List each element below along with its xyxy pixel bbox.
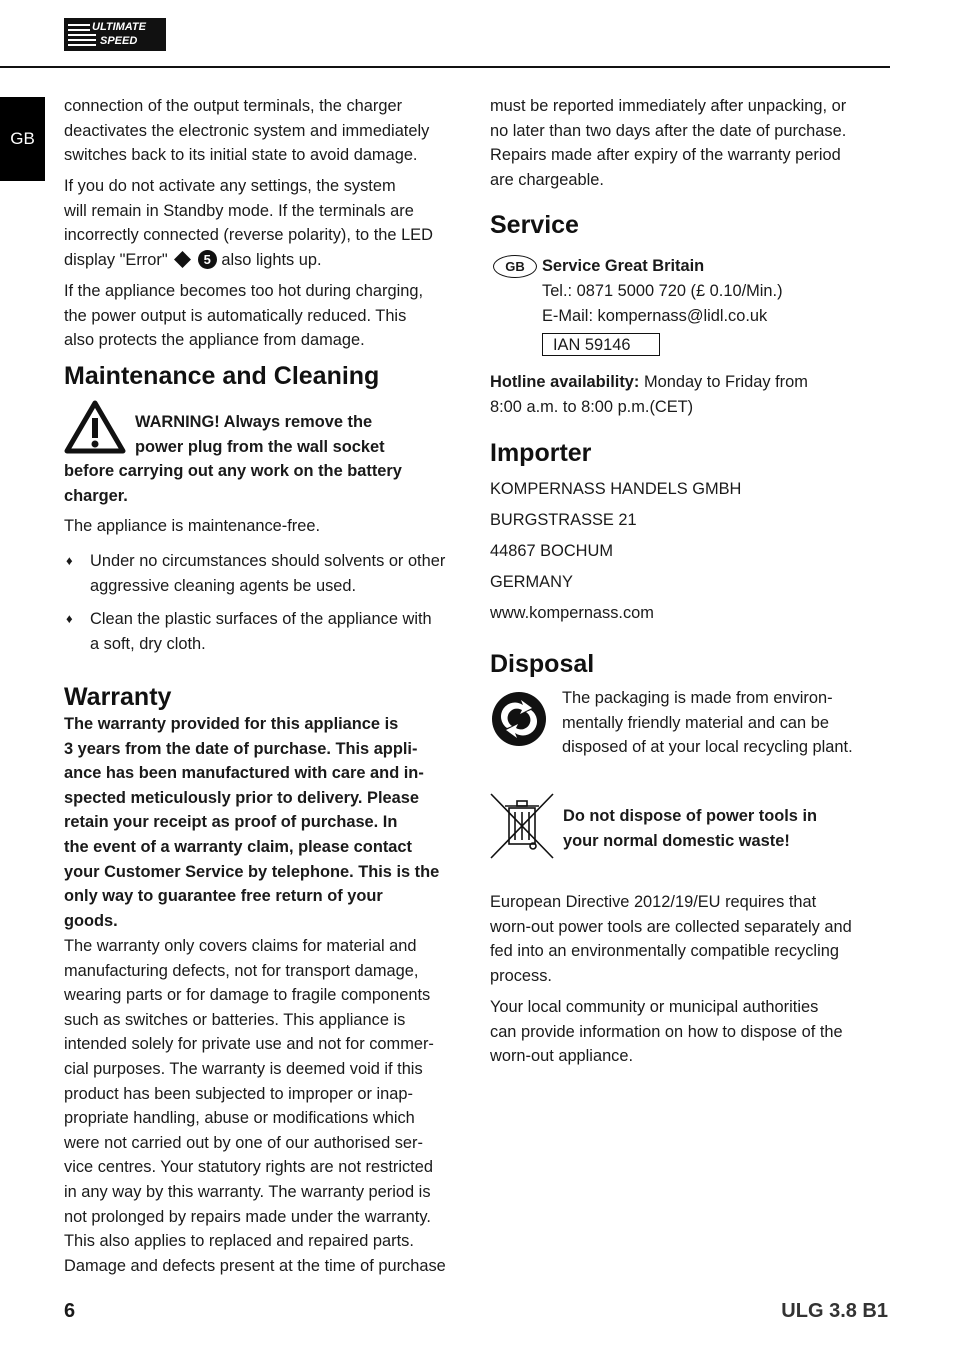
text-line: no later than two days after the date of purchase. xyxy=(490,121,847,140)
text-line: www.kompernass.com xyxy=(490,604,654,622)
paragraph xyxy=(64,174,433,272)
warning-text xyxy=(135,410,385,459)
green-dot-recycling-icon xyxy=(490,690,548,748)
text-line: were not carried out by one of our authorised ser- xyxy=(64,1133,423,1152)
bullet-item xyxy=(90,549,445,598)
warning-text xyxy=(64,459,402,508)
text-line: 44867 BOCHUM xyxy=(490,542,613,560)
text-line: spected meticulously prior to delivery. Please xyxy=(64,788,419,807)
text: display "Error" xyxy=(64,250,168,269)
service-heading: Service xyxy=(490,211,579,239)
importer-address xyxy=(490,474,741,629)
text-line: power plug from the wall socket xyxy=(135,437,385,456)
text-line: propriate handling, abuse or modifications which xyxy=(64,1109,415,1128)
text-line: Clean the plastic surfaces of the appliance with xyxy=(90,610,432,628)
text-line: process. xyxy=(490,966,552,985)
importer-heading: Importer xyxy=(490,439,592,467)
text: also lights up. xyxy=(221,250,322,269)
text-line: connection of the output terminals, the charger xyxy=(64,97,403,115)
text-line: your Customer Service by telephone. This is the xyxy=(64,862,440,881)
text-line: Repairs made after expiry of the warranty period xyxy=(490,146,841,165)
service-email: E-Mail: kompernass@lidl.co.uk xyxy=(542,307,768,325)
packaging-text xyxy=(562,686,853,760)
number-circle-icon: 5 xyxy=(198,250,217,269)
text-line: GERMANY xyxy=(490,573,573,591)
text-line xyxy=(64,248,433,273)
text-line: worn-out appliance. xyxy=(490,1047,634,1066)
ultimate-speed-logo xyxy=(64,18,166,51)
warranty-bold-text xyxy=(64,712,439,933)
text-line: intended solely for private use and not for commer- xyxy=(64,1035,434,1054)
text-line: wearing parts or for damage to fragile components xyxy=(64,986,431,1005)
text-line: worn-out power tools are collected separately and xyxy=(490,917,852,936)
text-line: KOMPERNASS HANDELS GMBH xyxy=(490,480,742,498)
bullet-diamond-icon: ♦ xyxy=(66,611,73,626)
text-line: the event of a warranty claim, please contact xyxy=(64,837,412,856)
text-line: goods. xyxy=(64,911,118,930)
community-text xyxy=(490,995,843,1069)
text-line: If the appliance becomes too hot during charging, xyxy=(64,282,424,300)
service-title: Service Great Britain xyxy=(542,257,705,275)
text-line: are chargeable. xyxy=(490,170,604,189)
weee-warning xyxy=(563,804,817,853)
hotline-text: Monday to Friday from xyxy=(643,373,808,391)
maintenance-heading: Maintenance and Cleaning xyxy=(64,362,380,390)
diamond-exclamation-icon xyxy=(174,251,191,268)
text-line: Do not dispose of power tools in xyxy=(563,807,818,825)
logo-text: ULTIMATE xyxy=(92,21,146,33)
ian-box: IAN 59146 xyxy=(542,333,660,356)
text-line: before carrying out any work on the battery xyxy=(64,462,402,480)
language-tab: GB xyxy=(0,97,45,181)
text-line: If you do not activate any settings, the system xyxy=(64,177,396,195)
text-line: deactivates the electronic system and immediately xyxy=(64,121,430,140)
text-line: Your local community or municipal authorities xyxy=(490,998,819,1016)
service-tel: Tel.: 0871 5000 720 (£ 0.10/Min.) xyxy=(542,282,783,300)
text-line: charger. xyxy=(64,486,128,505)
text-line: cial purposes. The warranty is deemed void if this xyxy=(64,1059,423,1078)
directive-text xyxy=(490,890,852,988)
text-line: 3 years from the date of purchase. This appli- xyxy=(64,739,418,758)
paragraph xyxy=(64,279,423,353)
text-line: will remain in Standby mode. If the terminals are xyxy=(64,201,414,220)
hotline-label: Hotline availability: xyxy=(490,373,640,391)
warning-icon xyxy=(64,400,126,454)
warranty-heading: Warranty xyxy=(64,683,172,711)
text-line: The warranty provided for this appliance is xyxy=(64,715,399,733)
text-line: manufacturing defects, not for transport damage, xyxy=(64,961,419,980)
paragraph-lines xyxy=(64,174,433,248)
text-line: also protects the appliance from damage. xyxy=(64,331,365,350)
text-line: your normal domestic waste! xyxy=(563,831,790,850)
text-line: fed into an environmentally compatible recycling xyxy=(490,942,839,961)
text-line: disposed of at your local recycling plant. xyxy=(562,738,853,757)
text-line: BURGSTRASSE 21 xyxy=(490,511,637,529)
text-line: vice centres. Your statutory rights are not restricted xyxy=(64,1158,433,1177)
text-line: the power output is automatically reduced. This xyxy=(64,306,407,325)
text-line: only way to guarantee free return of your xyxy=(64,887,383,906)
text-line: switches back to its initial state to avoid damage. xyxy=(64,146,418,165)
text-line: incorrectly connected (reverse polarity), to the LED xyxy=(64,226,433,245)
paragraph xyxy=(490,94,846,192)
crossed-out-bin-icon xyxy=(489,792,555,860)
text-line: retain your receipt as proof of purchase. In xyxy=(64,813,398,832)
maintenance-free-text: The appliance is maintenance-free. xyxy=(64,517,321,535)
text-line: aggressive cleaning agents be used. xyxy=(90,576,357,595)
text-line: Damage and defects present at the time of purchase xyxy=(64,1256,446,1275)
bullet-item xyxy=(90,607,432,656)
text-line: This also applies to replaced and repaired parts. xyxy=(64,1232,414,1251)
text-line: such as switches or batteries. This appliance is xyxy=(64,1010,406,1029)
header-rule xyxy=(0,66,890,68)
text-line: ance has been manufactured with care and in- xyxy=(64,764,424,783)
text-line: product has been subjected to improper or inap- xyxy=(64,1084,413,1103)
text-line: The packaging is made from environ- xyxy=(562,689,833,707)
text-line: a soft, dry cloth. xyxy=(90,634,206,653)
text-line: WARNING! Always remove the xyxy=(135,413,373,431)
hotline xyxy=(490,370,808,419)
logo-text: SPEED xyxy=(100,35,138,47)
text-line: mentally friendly material and can be xyxy=(562,713,829,732)
paragraph xyxy=(64,94,429,168)
model-number: ULG 3.8 B1 xyxy=(781,1300,888,1322)
country-badge: GB xyxy=(493,255,537,278)
text-line: The warranty only covers claims for material and xyxy=(64,937,417,955)
text-line: in any way by this warranty. The warranty period is xyxy=(64,1182,431,1201)
hotline-text: 8:00 a.m. to 8:00 p.m.(CET) xyxy=(490,397,694,416)
text-line: Under no circumstances should solvents or other xyxy=(90,552,446,570)
text-line: European Directive 2012/19/EU requires that xyxy=(490,893,817,911)
bullet-diamond-icon: ♦ xyxy=(66,553,73,568)
disposal-heading: Disposal xyxy=(490,650,595,678)
text-line: can provide information on how to dispose of the xyxy=(490,1022,843,1041)
text-line: must be reported immediately after unpacking, or xyxy=(490,97,847,115)
warranty-text xyxy=(64,934,446,1278)
text-line: not prolonged by repairs made under the warranty. xyxy=(64,1207,431,1226)
page-number: 6 xyxy=(64,1300,76,1322)
